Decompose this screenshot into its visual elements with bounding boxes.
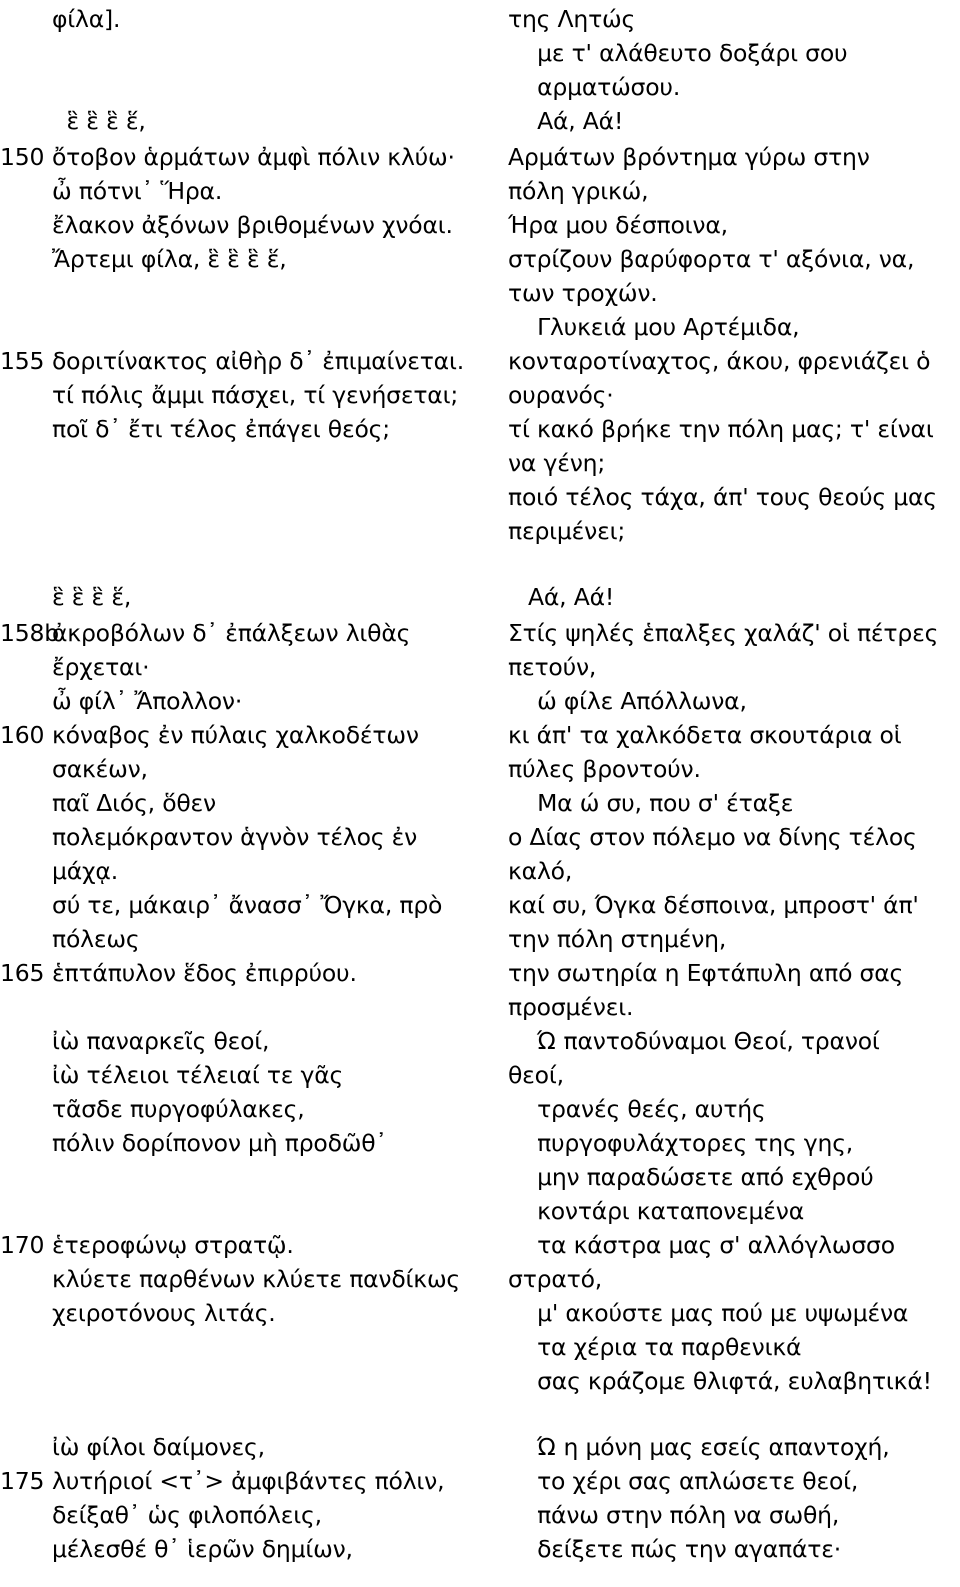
modern-line: στρίζουν βαρύφορτα τ' αξόνια, να,	[508, 245, 915, 273]
greek-line: κόναβος ἐν πύλαις χαλκοδέτων	[52, 721, 419, 749]
modern-line: σας κράζομε θλιφτά, ευλαβητικά!	[508, 1367, 932, 1395]
greek-line: ἑτεροφώνῳ στρατῷ.	[52, 1231, 294, 1259]
greek-line: τί πόλις ἄμμι πάσχει, τί γενήσεται;	[52, 381, 459, 409]
greek-line: κλύετε παρθένων κλύετε πανδίκως	[52, 1265, 461, 1293]
modern-line: Στίς ψηλές ἑπαλξες χαλάζ' οἱ πέτρες	[508, 619, 939, 647]
greek-line: φίλα].	[52, 5, 121, 33]
modern-line: Γλυκειά μου Αρτέμιδα,	[508, 313, 800, 341]
greek-line: ἰὼ παναρκεῖς θεοί,	[52, 1027, 270, 1055]
modern-line: περιμένει;	[508, 517, 626, 545]
greek-line: ἰὼ τέλειοι τέλειαί τε γᾶς	[52, 1061, 344, 1089]
modern-line: τρανές θεές, αυτής	[508, 1095, 766, 1123]
modern-line: κονταροτίναχτος, άκου, φρενιάζει ὁ	[508, 347, 931, 375]
greek-line: ὦ πότνι᾽ Ἥρα.	[52, 177, 223, 205]
modern-line: τα κάστρα μας σ' αλλόγλωσσο	[508, 1231, 895, 1259]
line-number: 165	[0, 959, 45, 987]
greek-line: ποῖ δ᾽ ἔτι τέλος ἐπάγει θεός;	[52, 415, 390, 443]
modern-line: των τροχών.	[508, 279, 658, 307]
greek-line: πόλιν δορίπονον μὴ προδῶθ᾽	[52, 1129, 387, 1157]
modern-line: πάνω στην πόλη να σωθή,	[508, 1501, 840, 1529]
greek-line: μάχᾳ.	[52, 857, 118, 885]
greek-line: μέλεσθέ θ᾽ ἱερῶν δημίων,	[52, 1535, 353, 1563]
line-number: 175	[0, 1467, 45, 1495]
modern-line: Μα ώ συ, που σ' έταξε	[508, 789, 794, 817]
greek-line: σύ τε, μάκαιρ᾽ ἄνασσ᾽ Ὄγκα, πρὸ	[52, 891, 443, 919]
greek-line: Ἄρτεμι φίλα, ἓ ἓ ἓ ἕ,	[52, 245, 287, 273]
modern-line: καλό,	[508, 857, 573, 885]
modern-line: Ώ η μόνη μας εσείς απαντοχή,	[508, 1433, 890, 1461]
line-number: 158b	[0, 619, 59, 647]
modern-line: προσμένει.	[508, 993, 634, 1021]
greek-line: παῖ Διός, ὅθεν	[52, 789, 216, 817]
modern-line: μ' ακούστε μας πού με υψωμένα	[508, 1299, 909, 1327]
modern-line: Αρμάτων βρόντημα γύρω στην	[508, 143, 870, 171]
modern-line: Ώ παντοδύναμοι Θεοί, τρανοί	[508, 1027, 880, 1055]
greek-line: πόλεως	[52, 925, 140, 953]
modern-line: δείξετε πώς την αγαπάτε·	[508, 1535, 842, 1563]
modern-line: ώ φίλε Απόλλωνα,	[508, 687, 747, 715]
greek-line: ἔλακον ἀξόνων βριθομένων χνόαι.	[52, 211, 453, 239]
line-number: 155	[0, 347, 45, 375]
modern-line: τί κακό βρήκε την πόλη μας; τ' είναι	[508, 415, 934, 443]
modern-line: της Λητώς	[508, 5, 636, 33]
modern-line: με τ' αλάθευτο δοξάρι σου	[508, 39, 848, 67]
line-number: 170	[0, 1231, 45, 1259]
greek-line: ὄτοβον ἁρμάτων ἀμφὶ πόλιν κλύω·	[52, 143, 455, 171]
modern-line: την σωτηρία η Εφτάπυλη από σας	[508, 959, 904, 987]
greek-line: τᾶσδε πυργοφύλακες,	[52, 1095, 305, 1123]
modern-line: Αά, Αά!	[508, 107, 624, 135]
modern-line: καί συ, Όγκα δέσποινα, μπροστ' άπ'	[508, 891, 919, 919]
greek-line: σακέων,	[52, 755, 148, 783]
modern-line: κοντάρι καταπονεμένα	[508, 1197, 805, 1225]
greek-line: λυτήριοί <τ᾽> ἀμφιβάντες πόλιν,	[52, 1467, 445, 1495]
modern-line: Ήρα μου δέσποινα,	[508, 211, 728, 239]
modern-line: ο Δίας στον πόλεμο να δίνης τέλος	[508, 823, 917, 851]
modern-line: πύλες βροντούν.	[508, 755, 701, 783]
modern-line: ποιό τέλος τάχα, άπ' τους θεούς μας	[508, 483, 937, 511]
greek-line: ἰὼ φίλοι δαίμονες,	[52, 1433, 265, 1461]
greek-line: δοριτίνακτος αἰθὴρ δ᾽ ἐπιμαίνεται.	[52, 347, 464, 375]
modern-line: πετούν,	[508, 653, 597, 681]
modern-line: πυργοφυλάχτορες της γης,	[508, 1129, 854, 1157]
modern-line: να γένη;	[508, 449, 606, 477]
modern-line: θεοί,	[508, 1061, 564, 1089]
modern-line: το χέρι σας απλώσετε θεοί,	[508, 1467, 859, 1495]
greek-line: πολεμόκραντον ἁγνὸν τέλος ἐν	[52, 823, 418, 851]
greek-line: ἀκροβόλων δ᾽ ἐπάλξεων λιθὰς	[52, 619, 411, 647]
modern-line: πόλη γρικώ,	[508, 177, 649, 205]
greek-line: ἑπτάπυλον ἕδος ἐπιρρύου.	[52, 959, 357, 987]
modern-line: ουρανός·	[508, 381, 614, 409]
modern-line: αρματώσου.	[508, 73, 681, 101]
modern-line: Αά, Αά!	[528, 583, 615, 611]
greek-line: ἓ ἓ ἓ ἕ,	[52, 583, 132, 611]
line-number: 160	[0, 721, 45, 749]
greek-line: ἔρχεται·	[52, 653, 150, 681]
modern-line: την πόλη στημένη,	[508, 925, 727, 953]
line-number: 150	[0, 143, 45, 171]
greek-line: ἓ ἓ ἓ ἕ,	[52, 107, 146, 135]
greek-line: ὦ φίλ᾽ Ἄπολλον·	[52, 687, 243, 715]
modern-line: κι άπ' τα χαλκόδετα σκουτάρια οἱ	[508, 721, 902, 749]
greek-line: δείξαθ᾽ ὡς φιλοπόλεις,	[52, 1501, 322, 1529]
modern-line: μην παραδώσετε από εχθρού	[508, 1163, 874, 1191]
modern-line: τα χέρια τα παρθενικά	[508, 1333, 802, 1361]
modern-line: στρατό,	[508, 1265, 603, 1293]
greek-line: χειροτόνους λιτάς.	[52, 1299, 276, 1327]
